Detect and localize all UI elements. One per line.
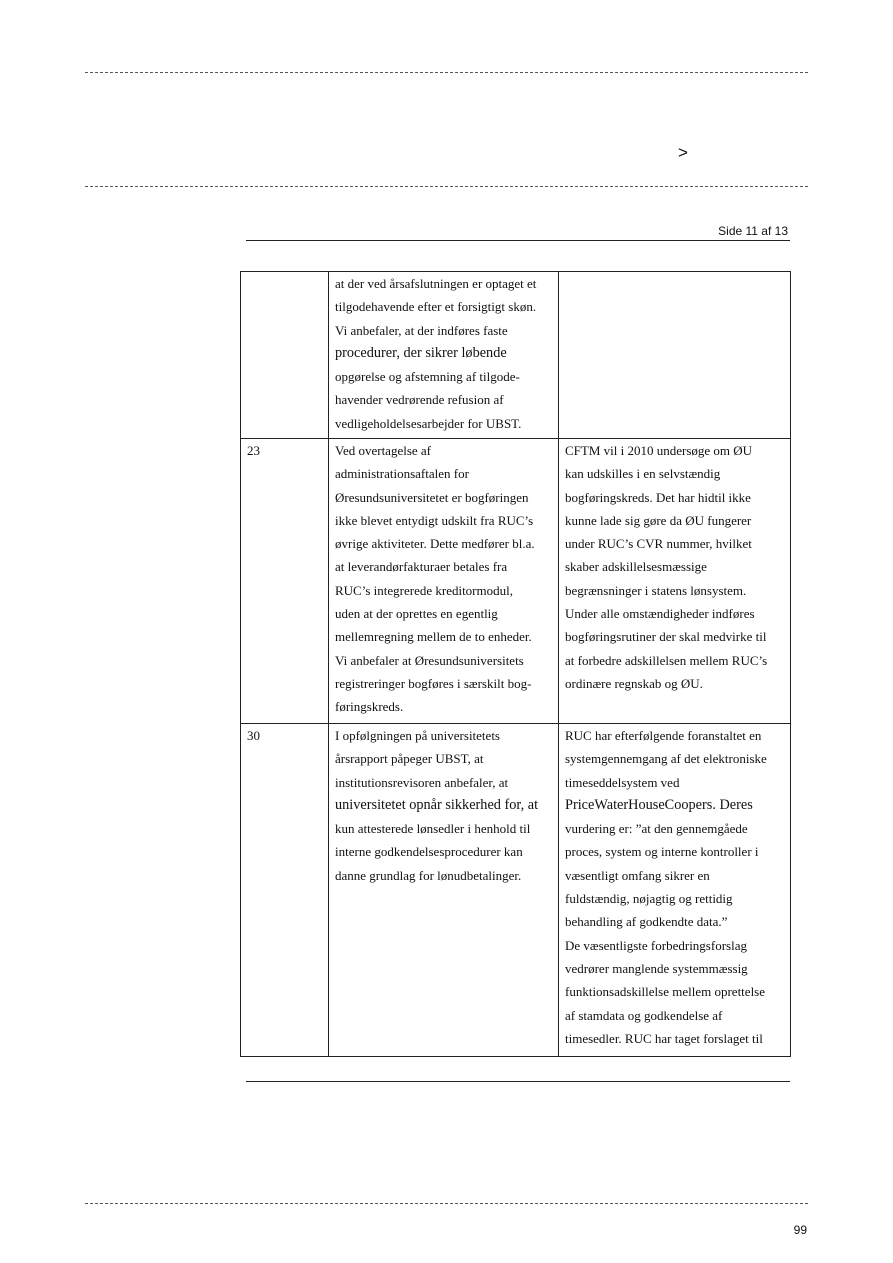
text-line: vedrører manglende systemmæssig [565,960,748,976]
finding-cell [329,272,559,439]
response-cell [559,724,791,1057]
arrow-marker: > [678,143,688,162]
text-line: føringskreds. [335,699,404,715]
text-line: Øresundsuniversitetet er bogføringen [335,489,529,505]
header-rule [246,240,790,241]
text-line: vurdering er: ”at den gennemgåede [565,821,748,837]
footer-dashed-divider [85,1203,808,1204]
text-line: begrænsninger i statens lønsystem. [565,582,747,598]
text-line: fuldstændig, nøjagtig og rettidig [565,891,733,907]
text-line: væsentligt omfang sikrer en [565,867,710,883]
text-line: institutionsrevisoren anbefaler, at [335,774,509,790]
text-line: timeseddelsystem ved [565,774,680,790]
recommendations-table [240,271,791,1057]
text-line: proces, system og interne kontroller i [565,844,759,860]
text-line: tilgodehavende efter et forsigtigt skøn. [335,299,537,315]
text-line: Ved overtagelse af [335,443,432,458]
text-line: vedligeholdelsesarbejder for UBST. [335,415,522,431]
text-line: procedurer, der sikrer løbende [335,344,507,361]
text-line: årsrapport påpeger UBST, at [335,751,484,767]
text-line: RUC har efterfølgende foranstaltet en [565,728,762,743]
text-line: bogføringsrutiner der skal medvirke til [565,629,767,645]
text-line: kun attesterede lønsedler i henhold til [335,821,531,837]
text-line: ikke blevet entydigt udskilt fra RUC’s [335,512,534,528]
text-line: De væsentligste forbedringsforslag [565,937,747,953]
row-number-cell: 30 [241,724,329,1057]
footer-rule [246,1081,790,1082]
text-line: at leverandørfakturaer betales fra [335,559,508,575]
header-dashed-divider [85,186,808,187]
table-row [241,724,791,1057]
row-number-cell [241,272,329,439]
text-line: PriceWaterHouseCoopers. Deres [565,796,753,813]
text-line: behandling af godkendte data.” [565,914,728,930]
text-line: systemgennemgang af det elektroniske [565,751,767,767]
text-line: at forbedre adskillelsen mellem RUC’s [565,652,768,668]
text-line: øvrige aktiviteter. Dette medfører bl.a. [335,536,535,552]
finding-cell [329,439,559,724]
response-cell [559,439,791,724]
text-line: danne grundlag for lønudbetalinger. [335,867,522,883]
table-row [241,439,791,724]
response-cell [559,272,791,439]
text-line: mellemregning mellem de to enheder. [335,629,532,645]
page-number: 99 [793,1223,807,1237]
text-line: Under alle omstændigheder indføres [565,606,755,622]
text-line: registreringer bogføres i særskilt bog- [335,675,532,691]
text-line: at der ved årsafslutningen er optaget et [335,276,537,291]
text-line: universitetet opnår sikkerhed for, at [335,796,539,813]
text-line: Vi anbefaler, at der indføres faste [335,322,508,338]
text-line: skaber adskillelsesmæssige [565,559,707,575]
text-line: timesedler. RUC har taget forslaget til [565,1030,763,1046]
text-line: CFTM vil i 2010 undersøge om ØU [565,443,753,458]
text-line: ordinære regnskab og ØU. [565,675,703,691]
row-number-cell: 23 [241,439,329,724]
page-label: Side 11 af 13 [718,224,788,238]
text-line: bogføringskreds. Det har hidtil ikke [565,489,751,505]
text-line: af stamdata og godkendelse af [565,1007,723,1023]
text-line: opgørelse og afstemning af tilgode- [335,369,520,385]
text-line: I opfølgningen på universitetets [335,728,500,743]
text-line: funktionsadskillelse mellem oprettelse [565,984,766,1000]
text-line: kan udskilles i en selvstændig [565,466,721,482]
text-line: Vi anbefaler at Øresundsuniversitets [335,652,524,668]
top-dashed-divider [85,72,808,73]
table-row [241,272,791,439]
text-line: interne godkendelsesprocedurer kan [335,844,523,860]
text-line: RUC’s integrerede kreditormodul, [335,582,513,598]
text-line: havender vedrørende refusion af [335,392,504,408]
text-line: kunne lade sig gøre da ØU fungerer [565,512,752,528]
text-line: uden at der oprettes en egentlig [335,606,498,622]
text-line: administrationsaftalen for [335,466,469,482]
text-line: under RUC’s CVR nummer, hvilket [565,536,752,552]
finding-cell [329,724,559,1057]
